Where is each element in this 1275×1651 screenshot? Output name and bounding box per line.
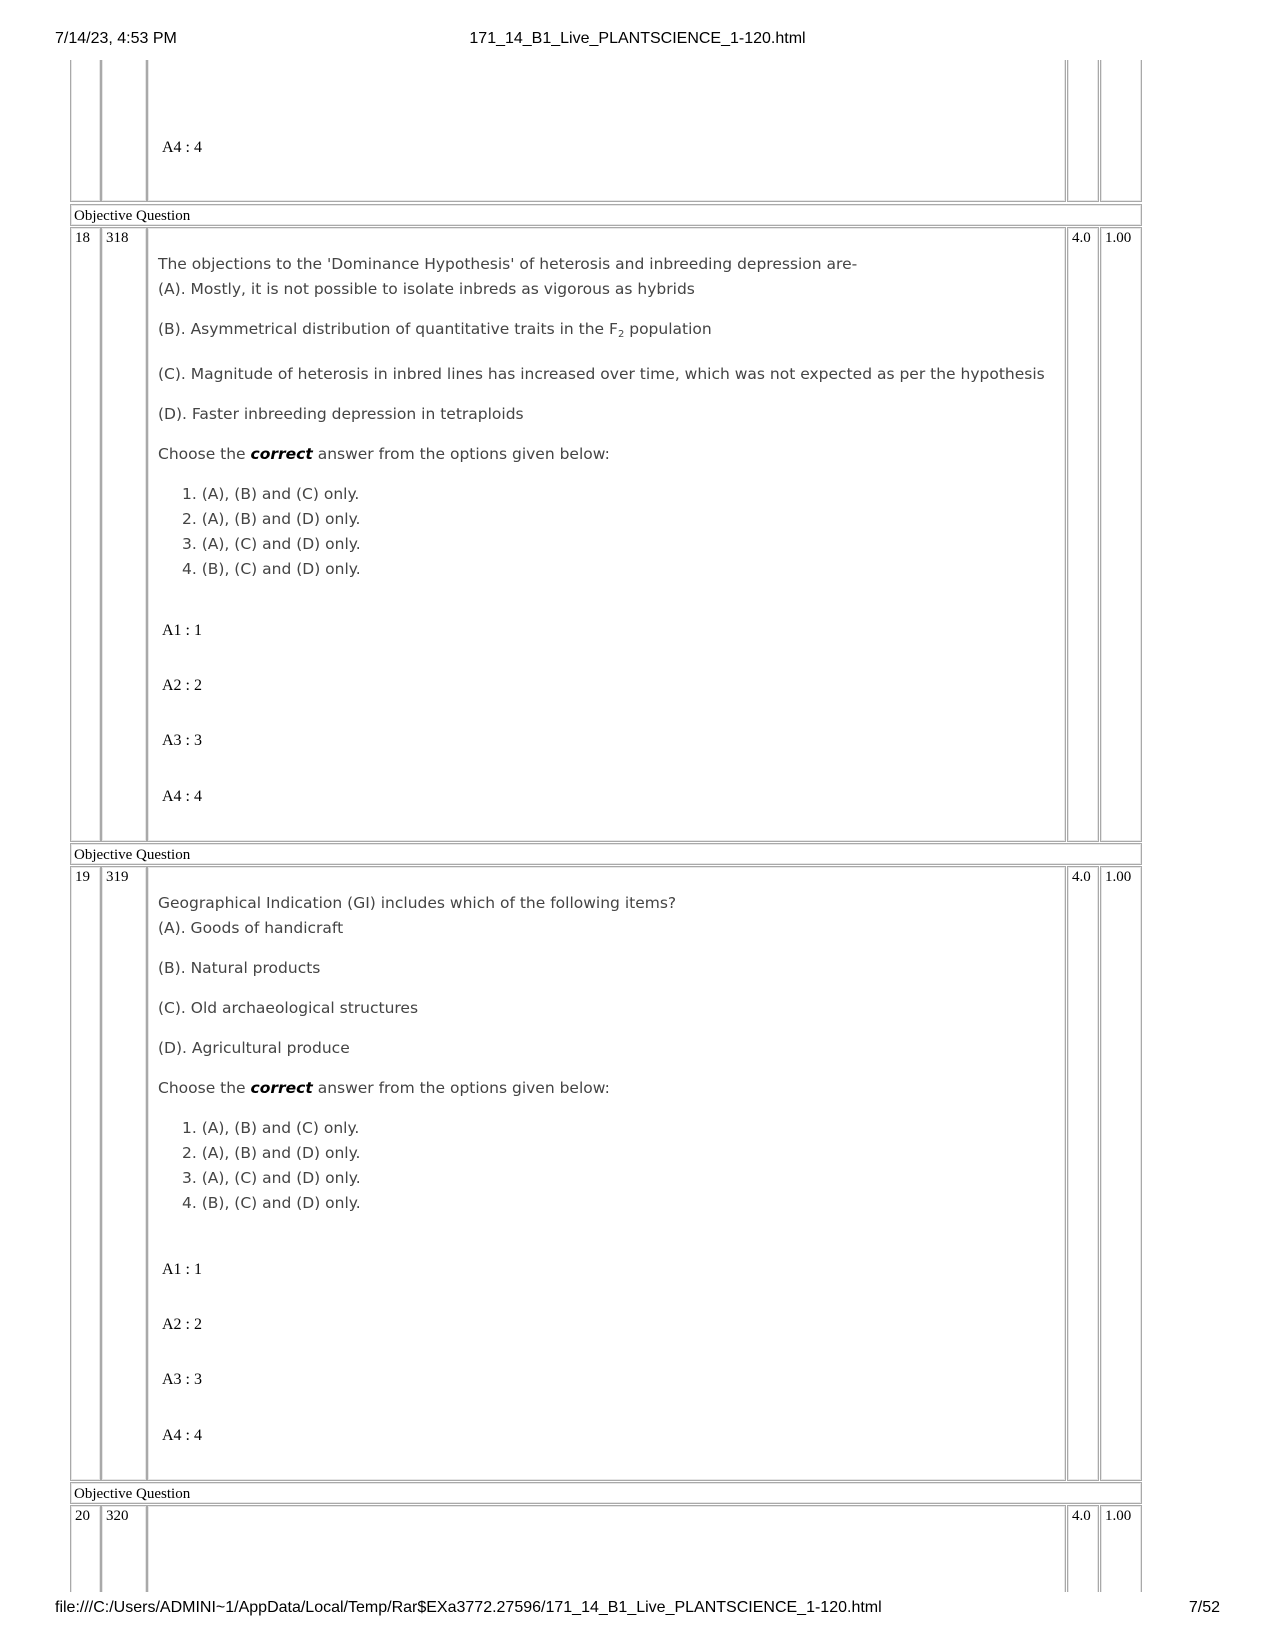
question-type-label: Objective Question xyxy=(70,204,1142,226)
option-item: 4. (B), (C) and (D) only. xyxy=(182,1194,361,1212)
prev-sno-cell xyxy=(70,60,101,202)
statement-d: (D). Agricultural produce xyxy=(158,1039,350,1057)
prev-negative-cell xyxy=(1100,60,1142,202)
print-datetime: 7/14/23, 4:53 PM xyxy=(55,30,177,47)
answer-option: A3 : 3 xyxy=(162,1371,202,1388)
option-item: 2. (A), (B) and (D) only. xyxy=(182,510,361,528)
negative-marks-cell: 1.00 xyxy=(1100,866,1142,1481)
prev-marks-cell xyxy=(1067,60,1099,202)
question-serial-cell: 19 xyxy=(70,866,101,1481)
question-body-cell xyxy=(147,227,1066,842)
question-type-label: Objective Question xyxy=(70,1482,1142,1504)
question-type-label: Objective Question xyxy=(70,843,1142,865)
statement-c: (C). Magnitude of heterosis in inbred lines has increased over time, which was not expected as per the hypothesis xyxy=(158,365,1045,383)
negative-marks-cell: 1.00 xyxy=(1100,227,1142,842)
statement-d: (D). Faster inbreeding depression in tetraploids xyxy=(158,405,524,423)
question-text xyxy=(158,891,1045,1216)
question-text xyxy=(158,252,1045,582)
prev-question-cell xyxy=(147,60,1066,202)
option-item: 3. (A), (C) and (D) only. xyxy=(182,1169,361,1187)
option-item: 1. (A), (B) and (C) only. xyxy=(182,485,360,503)
statement-c: (C). Old archaeological structures xyxy=(158,999,419,1017)
choose-instruction: Choose the correct answer from the options given below: xyxy=(158,445,610,463)
answer-option: A4 : 4 xyxy=(162,139,202,156)
question-stem: Geographical Indication (GI) includes which of the following items? xyxy=(158,894,677,912)
choose-instruction: Choose the correct answer from the options given below: xyxy=(158,1079,610,1097)
question-id-cell: 320 xyxy=(101,1505,147,1592)
print-url: file:///C:/Users/ADMINI~1/AppData/Local/Temp/Rar$EXa3772.27596/171_14_B1_Live_PLANTSCIENCE_1-120.html xyxy=(55,1599,882,1616)
answer-option: A2 : 2 xyxy=(162,1316,202,1333)
page-number: 7/52 xyxy=(1188,1599,1220,1616)
answer-option: A1 : 1 xyxy=(162,1261,202,1278)
option-item: 3. (A), (C) and (D) only. xyxy=(182,535,361,553)
statement-a: (A). Goods of handicraft xyxy=(158,919,344,937)
statement-b: (B). Natural products xyxy=(158,959,321,977)
question-serial-cell: 20 xyxy=(70,1505,101,1592)
print-title: 171_14_B1_Live_PLANTSCIENCE_1-120.html xyxy=(469,30,806,47)
statement-a: (A). Mostly, it is not possible to isolate inbreds as vigorous as hybrids xyxy=(158,280,695,298)
question-body-cell xyxy=(147,866,1066,1481)
question-id-cell: 319 xyxy=(101,866,147,1481)
marks-cell: 4.0 xyxy=(1067,1505,1099,1592)
answer-option: A1 : 1 xyxy=(162,622,202,639)
option-item: 4. (B), (C) and (D) only. xyxy=(182,560,361,578)
option-item: 1. (A), (B) and (C) only. xyxy=(182,1119,360,1137)
answer-option: A3 : 3 xyxy=(162,732,202,749)
question-body-cell xyxy=(147,1505,1066,1592)
prev-qid-cell xyxy=(101,60,147,202)
question-sheet xyxy=(70,60,1204,1592)
question-stem: The objections to the 'Dominance Hypothesis' of heterosis and inbreeding depression are- xyxy=(158,255,858,273)
options-list xyxy=(158,482,1045,582)
options-list xyxy=(158,1116,1045,1216)
answer-option: A2 : 2 xyxy=(162,677,202,694)
option-item: 2. (A), (B) and (D) only. xyxy=(182,1144,361,1162)
marks-cell: 4.0 xyxy=(1067,866,1099,1481)
answer-option: A4 : 4 xyxy=(162,1427,202,1444)
question-serial-cell: 18 xyxy=(70,227,101,842)
negative-marks-cell: 1.00 xyxy=(1100,1505,1142,1592)
marks-cell: 4.0 xyxy=(1067,227,1099,842)
statement-b: (B). Asymmetrical distribution of quantitative traits in the $F_2$ population xyxy=(158,320,712,340)
question-id-cell: 318 xyxy=(101,227,147,842)
answer-option: A4 : 4 xyxy=(162,788,202,805)
print-footer xyxy=(0,1593,1275,1623)
print-header xyxy=(0,0,1275,60)
